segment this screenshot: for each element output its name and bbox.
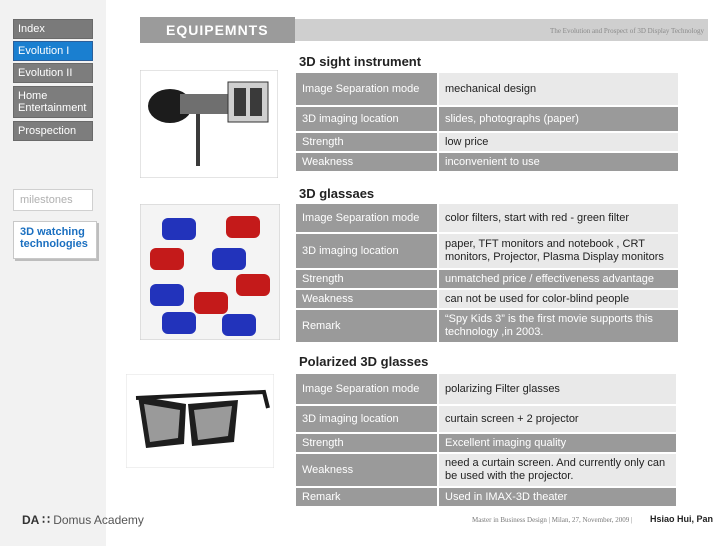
nav-evolution-1-label: Evolution I — [18, 45, 70, 57]
row-value: color filters, start with red - green filter — [438, 204, 678, 233]
row-key: Weakness — [296, 453, 438, 487]
nav-3d-watching-technologies[interactable] — [13, 221, 97, 259]
footer-author: Hsiao Hui, Pan — [650, 514, 714, 524]
section-title-polarized-glasses: Polarized 3D glasses — [299, 354, 429, 369]
table-row — [296, 433, 676, 453]
table-row — [296, 289, 678, 309]
polarized-glasses-image — [126, 374, 274, 468]
table-row — [296, 73, 678, 106]
row-key: 3D imaging location — [296, 106, 438, 132]
row-key: 3D imaging location — [296, 405, 438, 433]
row-value: unmatched price / effectiveness advantage — [438, 269, 678, 289]
footer-meta: Master in Business Design | Milan, 27, November, 2009 | — [472, 516, 633, 524]
section-title-sight-instrument: 3D sight instrument — [299, 54, 422, 69]
nav-tech-label: 3D watching technologies — [20, 226, 88, 250]
footer-logo — [22, 513, 144, 527]
row-key: Image Separation mode — [296, 374, 438, 405]
row-key: Weakness — [296, 289, 438, 309]
page-title: EQUIPEMNTS — [140, 17, 295, 43]
row-value: mechanical design — [438, 73, 678, 106]
table-row — [296, 487, 676, 507]
nav-evolution-2-label: Evolution II — [18, 67, 73, 79]
row-value: can not be used for color-blind people — [438, 289, 678, 309]
nav-evolution-1[interactable] — [13, 41, 93, 61]
row-value: polarizing Filter glasses — [438, 374, 676, 405]
nav-prospection[interactable] — [13, 121, 93, 141]
section-title-3d-glasses: 3D glassaes — [299, 186, 375, 201]
table-row — [296, 106, 678, 132]
table-row — [296, 204, 678, 233]
row-key: 3D imaging location — [296, 233, 438, 269]
logo-name: Domus Academy — [53, 513, 144, 527]
row-value: low price — [438, 132, 678, 152]
logo-dots-icon: ∷ — [42, 513, 50, 527]
logo-da: DA — [22, 513, 39, 527]
nav-prospection-label: Prospection — [18, 125, 77, 137]
row-key: Strength — [296, 132, 438, 152]
nav-milestones-label: milestones — [20, 194, 73, 206]
row-key: Image Separation mode — [296, 204, 438, 233]
row-value: slides, photographs (paper) — [438, 106, 678, 132]
nav-milestones[interactable] — [13, 189, 93, 211]
stereoscope-image — [140, 70, 278, 178]
row-value: “Spy Kids 3” is the first movie supports this technology ,in 2003. — [438, 309, 678, 343]
row-key: Image Separation mode — [296, 73, 438, 106]
table-sight-instrument — [296, 73, 678, 173]
table-row — [296, 374, 676, 405]
header-subtitle: The Evolution and Prospect of 3D Display Technology — [550, 27, 704, 35]
table-row — [296, 309, 678, 343]
row-value: need a curtain screen. And currently only can be used with the projector. — [438, 453, 676, 487]
nav-home-entertainment[interactable] — [13, 86, 93, 118]
sidebar — [0, 0, 106, 546]
row-value: paper, TFT monitors and notebook , CRT monitors, Projector, Plasma Display monitors — [438, 233, 678, 269]
table-row — [296, 453, 676, 487]
nav-index[interactable] — [13, 19, 93, 39]
table-3d-glasses — [296, 204, 678, 344]
table-polarized-glasses — [296, 374, 676, 508]
table-row — [296, 269, 678, 289]
row-value: Excellent imaging quality — [438, 433, 676, 453]
row-key: Strength — [296, 433, 438, 453]
row-key: Remark — [296, 487, 438, 507]
row-key: Remark — [296, 309, 438, 343]
table-row — [296, 405, 676, 433]
table-row — [296, 152, 678, 172]
nav-index-label: Index — [18, 23, 45, 35]
table-row — [296, 233, 678, 269]
table-row — [296, 132, 678, 152]
nav-home-entertainment-label: Home Entertainment — [18, 90, 87, 114]
row-value: curtain screen + 2 projector — [438, 405, 676, 433]
row-key: Strength — [296, 269, 438, 289]
row-key: Weakness — [296, 152, 438, 172]
row-value: Used in IMAX-3D theater — [438, 487, 676, 507]
nav-evolution-2[interactable] — [13, 63, 93, 83]
row-value: inconvenient to use — [438, 152, 678, 172]
anaglyph-glasses-image — [140, 204, 280, 340]
